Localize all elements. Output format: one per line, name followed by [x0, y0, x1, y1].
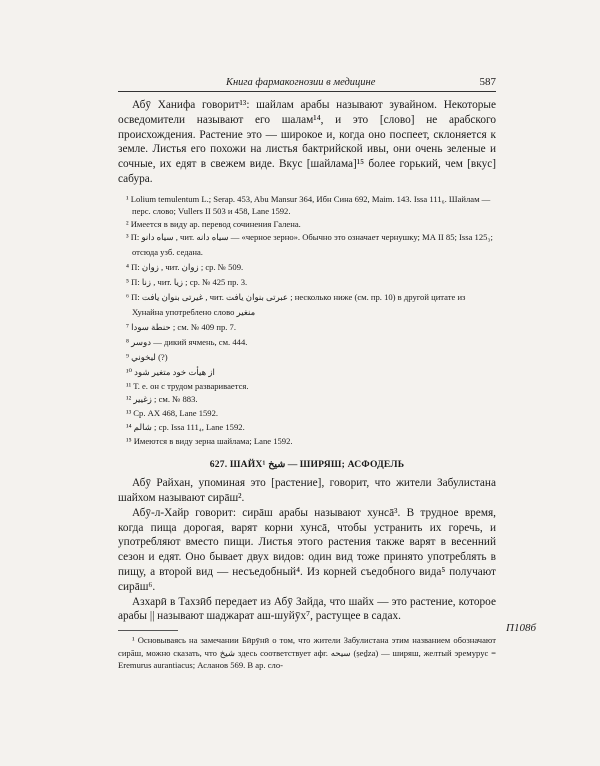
note-3: ³ П: سياه دانو , чит. سياه دانه — «черное зерно». Обычно это означает чернушку; МА II 85; Issa 125₃; отсюда узб. седана. [126, 232, 493, 257]
running-header [118, 76, 496, 92]
note-9: ⁹ ليخوني (?) [126, 352, 168, 362]
note-1: ¹ Lolium temulentum L.; Serap. 453, Abu Mansur 364, Ибн Сина 692, Maim. 143. Issa 111₆. Шайлам — перс. слово; Vullers II 503 и 458, Lane 1592. [126, 193, 491, 217]
note-5: ⁵ П: زنا , чит. زيا ; ср. № 425 пр. 3. [126, 277, 248, 287]
note-7: ⁷ حنطة سودا ; см. № 409 пр. 7. [126, 322, 236, 332]
page [118, 76, 496, 671]
note-2: ² Имеется в виду ар. перевод сочинения Галена. [126, 218, 301, 229]
entry-627-paragraph-2: Абӯ-л-Хайр говорит: сирāш арабы называют хунсā³. В трудное время, когда пища дорогая, варят корни хунсā, чтобы устранить их горечь, и употребляют вместо пищи. Листья этого растения также варят в весенний сезон и едят. Оно бывает двух видов: один вид тоже принято употреблять в пищу, а второй вид — несъедобный⁴. Из корней съедобного вида⁵ получают сирāш⁶. [118, 506, 496, 593]
note-8: ⁸ دوسر — дикий ячмень, см. 444. [126, 337, 248, 347]
note-12: ¹² زغيير ; см. № 883. [126, 394, 198, 405]
note-10: ¹⁰ از هيأت خود متغير شود [126, 367, 215, 377]
notes-626 [118, 193, 496, 447]
footnote-rule [118, 630, 178, 631]
page-number: 587 [479, 76, 496, 88]
entry-627-paragraph-3: Азхарӣ в Тахзӣб передает из Абӯ Зайда, что шайх — это растение, которое арабы || называют шаджарат аш-шуйӯх⁷, растущее в садах. [118, 595, 496, 623]
section-heading-627: 627. ШАЙХ¹ شيخ — ШИРЯШ; АСФОДЕЛЬ [209, 459, 405, 471]
note-4: ⁴ П: زوان , чит. زوان ; ср. № 509. [126, 262, 244, 272]
note-14: ¹⁴ شالم ; ср. Issa 111₄, Lane 1592. [126, 421, 245, 432]
note-11: ¹¹ Т. е. он с трудом разваривается. [126, 381, 249, 391]
footnote-627-1: ¹ Основываясь на замечании Бӣрӯнӣ о том, что жители Забулистана этим названием обозначают сирāш, можно сказать, что شيخ здесь соответствует афг. سيحه (ṣeḏza) — ширяш, желтый эремурус = Eremurus aurantiacus; Асланов 569. В ар. сло- [118, 635, 497, 670]
note-13: ¹³ Ср. АХ 468, Lane 1592. [126, 408, 219, 419]
running-title: Книга фармакогнозии в медицине [226, 77, 376, 88]
margin-folio-note: П108б [506, 622, 536, 634]
note-6: ⁶ П: غيرتى بنوان يافت , чит. عبرتى بنوان يافت ; несколько ниже (см. пр. 10) в другой цитате из Хунайна употреблено слово منغير [126, 292, 466, 317]
entry-626-paragraph: Абӯ Ханифа говорит¹³: шайлам арабы называют зувайном. Некоторые осведомители называют его шалам¹⁴, и это [слово] не арабского происхождения. Растение это — широкое и, когда оно поспеет, склоняется к земле. Листья его похожи на листья бактрийской ивы, они очень зеленые и сочные, их едят в свежем виде. Вкус [шайлама]¹⁵ более горький, чем [вкус] сабура. [118, 99, 496, 185]
note-15: ¹⁵ Имеются в виду зерна шайлама; Lane 1592. [126, 435, 293, 446]
entry-627-paragraph-1: Абӯ Райхан, упоминая это [растение], говорит, что жители Забулистана шайхом называют сирāш². [118, 477, 496, 505]
